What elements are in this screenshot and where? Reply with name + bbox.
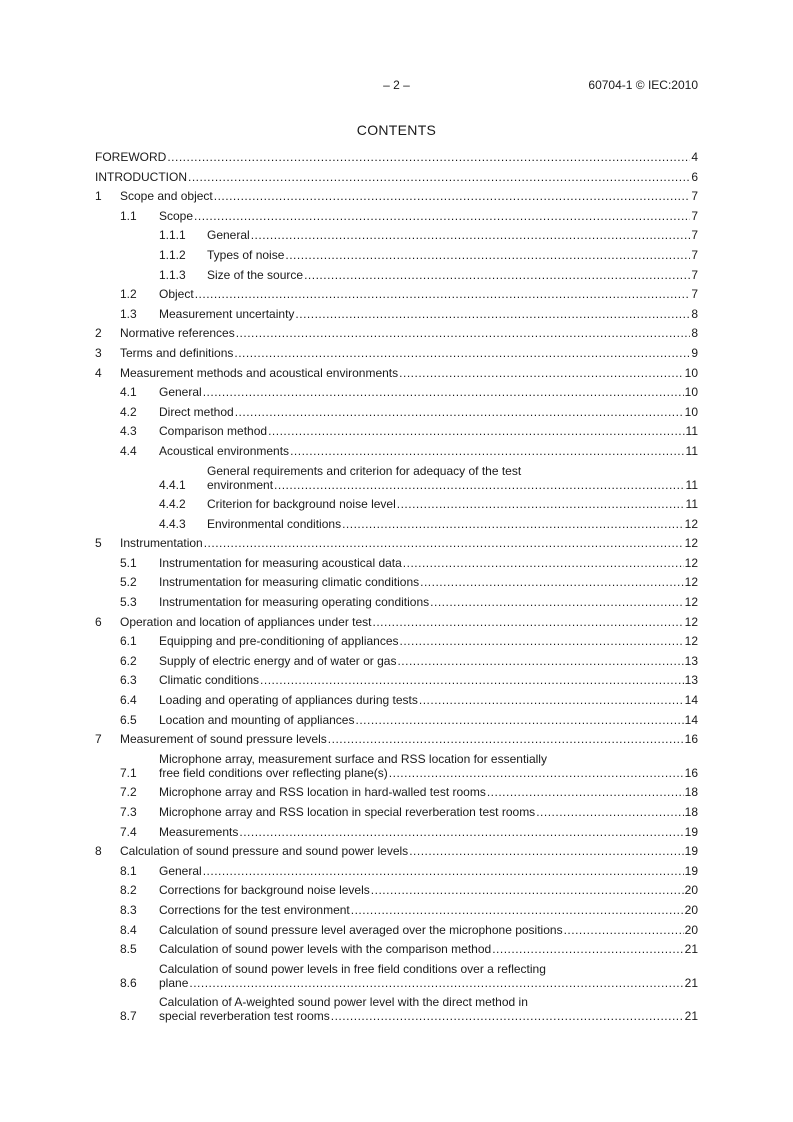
toc-entry[interactable] (95, 903, 698, 917)
toc-entry-number: 1.1.3 (159, 267, 186, 282)
toc-entry-title: Scope and object (120, 189, 213, 204)
toc-entry-title: Criterion for background noise level (207, 497, 396, 512)
toc-entry-page: 18 (684, 805, 698, 819)
toc-entry[interactable] (95, 556, 698, 570)
dot-leader (342, 517, 684, 531)
table-of-contents (95, 150, 698, 1029)
dot-leader (419, 693, 684, 707)
toc-entry-page: 19 (684, 863, 698, 878)
toc-entry-number: 7.1 (120, 765, 137, 780)
toc-entry-title: Instrumentation for measuring climatic conditions (159, 575, 420, 590)
toc-entry-number: 6.3 (120, 673, 137, 688)
toc-entry-number: 5 (95, 536, 102, 551)
toc-entry[interactable] (95, 268, 698, 282)
dot-leader (331, 1009, 684, 1023)
dot-leader (274, 478, 684, 492)
toc-entry-page: 10 (684, 365, 698, 380)
toc-entry[interactable] (95, 673, 698, 687)
dot-leader (397, 654, 683, 668)
toc-entry-page: 18 (684, 785, 698, 800)
toc-entry-number: 5.3 (120, 595, 137, 610)
toc-entry-page: 12 (684, 575, 698, 590)
toc-entry-title: Location and mounting of appliances (159, 712, 355, 727)
toc-entry-page: 19 (684, 844, 698, 859)
toc-entry-number: 4.1 (120, 385, 137, 400)
toc-entry-number: 8.5 (120, 942, 137, 957)
toc-entry[interactable] (95, 424, 698, 438)
toc-entry[interactable] (95, 464, 698, 492)
toc-entry-number: 4 (95, 365, 102, 380)
toc-entry-number: 4.4.2 (159, 497, 186, 512)
toc-entry-page: 4 (691, 150, 698, 164)
toc-entry-title: Loading and operating of appliances during tests (159, 693, 418, 708)
toc-entry-title: Calculation of sound power levels with the comparison method (159, 942, 492, 957)
toc-entry-number: 6.2 (120, 653, 137, 668)
toc-entry-page: 13 (684, 653, 698, 668)
toc-entry-title: Acoustical environments (159, 443, 290, 458)
toc-entry-title: Corrections for the test environment (159, 902, 350, 917)
dot-leader (251, 228, 691, 242)
dot-leader (290, 444, 684, 458)
toc-entry-page: 21 (684, 1009, 698, 1024)
toc-entry-title-continued: special reverberation test rooms (159, 1009, 330, 1024)
toc-entry-number: 1.1 (120, 208, 137, 223)
toc-entry[interactable] (95, 942, 698, 956)
toc-entry-title: Microphone array and RSS location in special reverberation test rooms (159, 805, 536, 819)
toc-entry-number: 6 (95, 614, 102, 629)
toc-entry-title: Calculation of sound pressure and sound power levels (120, 844, 409, 859)
dot-leader (487, 785, 684, 799)
toc-entry-page: 11 (685, 497, 698, 512)
toc-entry-title: Operation and location of appliances under test (120, 614, 372, 629)
toc-entry[interactable] (95, 693, 698, 707)
toc-entry-number: 5.2 (120, 575, 137, 590)
toc-entry-title: Size of the source (207, 267, 304, 282)
toc-entry-page: 20 (684, 883, 698, 898)
toc-entry-number: 7.2 (120, 785, 137, 800)
toc-entry[interactable] (95, 536, 698, 550)
toc-entry-number: 8.2 (120, 883, 137, 898)
toc-entry[interactable] (95, 883, 698, 897)
toc-entry[interactable] (95, 385, 698, 399)
toc-entry-number: 1.1.2 (159, 247, 186, 262)
toc-entry-title: Microphone array and RSS location in hard-walled test rooms (159, 785, 486, 800)
toc-entry-page: 13 (684, 673, 698, 688)
toc-entry-page: 10 (684, 404, 698, 419)
toc-entry-title-continued: free field conditions over reflecting plane(s) (159, 765, 388, 780)
dot-leader (409, 844, 683, 858)
toc-entry-title: Supply of electric energy and of water or gas (159, 653, 397, 668)
dot-leader (304, 268, 690, 282)
toc-entry-number: 7 (95, 732, 102, 747)
toc-entry-page: 12 (684, 595, 698, 610)
toc-entry-number: 1.3 (120, 306, 137, 321)
toc-entry-number: 1.2 (120, 287, 137, 302)
toc-entry[interactable] (95, 923, 698, 937)
page-number: – 2 – (383, 78, 410, 92)
dot-leader (536, 805, 683, 819)
toc-entry-page: 7 (691, 247, 698, 262)
toc-entry[interactable] (95, 189, 698, 203)
dot-leader (167, 150, 690, 164)
page-title: CONTENTS (356, 122, 437, 138)
toc-entry-page: 7 (691, 287, 698, 302)
toc-entry[interactable] (95, 864, 698, 878)
toc-entry-title: Instrumentation for measuring acoustical data (159, 555, 402, 570)
toc-entry-title: Environmental conditions (207, 516, 342, 531)
toc-entry-title: FOREWORD (95, 150, 167, 164)
toc-entry[interactable] (95, 228, 698, 242)
toc-entry-title: Microphone array, measurement surface and RSS location for essentially (159, 751, 547, 766)
toc-entry-page: 12 (684, 634, 698, 649)
toc-entry[interactable] (95, 307, 698, 321)
toc-entry[interactable] (95, 732, 698, 746)
toc-entry-title: Corrections for background noise levels (159, 883, 370, 898)
dot-leader (203, 385, 684, 399)
toc-entry-page: 10 (684, 385, 698, 400)
dot-leader (268, 424, 684, 438)
toc-entry-title: General (159, 863, 202, 878)
toc-entry[interactable] (95, 287, 698, 301)
dot-leader (235, 405, 684, 419)
dot-leader (188, 170, 690, 184)
toc-entry-title: Climatic conditions (159, 673, 260, 688)
toc-entry-title: General requirements and criterion for adequacy of the test (207, 463, 522, 478)
toc-entry-title: General (159, 385, 202, 400)
toc-entry-title: Measurements (159, 824, 239, 839)
toc-entry-title: Calculation of sound power levels in free field conditions over a reflecting (159, 961, 546, 976)
toc-entry-page: 11 (685, 443, 698, 458)
dot-leader (355, 713, 683, 727)
toc-entry[interactable] (95, 170, 698, 184)
toc-entry-page: 6 (691, 169, 698, 184)
toc-entry[interactable] (95, 713, 698, 727)
toc-entry-title: Measurement uncertainty (159, 306, 295, 321)
toc-entry-page: 8 (691, 326, 698, 341)
toc-entry-number: 3 (95, 345, 102, 360)
toc-entry-number: 2 (95, 326, 102, 341)
toc-entry-page: 12 (684, 555, 698, 570)
toc-entry-title: Normative references (120, 326, 235, 341)
toc-entry-title-continued: plane (159, 975, 189, 990)
toc-entry-number: 8.4 (120, 922, 137, 937)
toc-entry[interactable] (95, 634, 698, 648)
toc-entry[interactable] (95, 995, 698, 1023)
toc-entry-page: 8 (691, 306, 698, 321)
toc-entry-number: 8.6 (120, 975, 137, 990)
toc-entry-number: 4.4 (120, 443, 137, 458)
toc-entry-title: General (207, 228, 250, 243)
toc-entry-title: Calculation of sound pressure level averaged over the microphone positions (159, 922, 563, 937)
dot-leader (239, 825, 683, 839)
toc-entry-page: 11 (685, 477, 698, 492)
toc-entry-title: Types of noise (207, 247, 285, 262)
dot-leader (389, 766, 684, 780)
toc-entry[interactable] (95, 825, 698, 839)
toc-entry-number: 8.7 (120, 1009, 137, 1024)
toc-entry[interactable] (95, 595, 698, 609)
toc-entry-number: 4.4.3 (159, 516, 186, 531)
dot-leader (234, 346, 690, 360)
dot-leader (351, 903, 684, 917)
toc-entry[interactable] (95, 405, 698, 419)
document-id: 60704-1 © IEC:2010 (588, 78, 698, 92)
toc-entry-number: 8 (95, 844, 102, 859)
dot-leader (403, 556, 684, 570)
toc-entry-number: 7.3 (120, 805, 137, 819)
dot-leader (194, 209, 690, 223)
dot-leader (189, 976, 683, 990)
toc-entry[interactable] (95, 209, 698, 223)
toc-entry-title: Measurement of sound pressure levels (120, 732, 327, 747)
dot-leader (373, 615, 684, 629)
toc-entry-page: 14 (684, 693, 698, 708)
dot-leader (397, 497, 685, 511)
toc-entry-number: 6.1 (120, 634, 137, 649)
toc-entry-number: 4.3 (120, 424, 137, 439)
dot-leader (295, 307, 690, 321)
toc-entry-page: 20 (684, 922, 698, 937)
toc-entry-number: 6.4 (120, 693, 137, 708)
toc-entry[interactable] (95, 366, 698, 380)
toc-entry-number: 1.1.1 (159, 228, 186, 243)
toc-entry-page: 7 (691, 228, 698, 243)
toc-entry-number: 6.5 (120, 712, 137, 727)
toc-entry-page: 12 (684, 614, 698, 629)
toc-entry-title: Scope (159, 208, 194, 223)
toc-entry-title: Measurement methods and acoustical environments (120, 365, 399, 380)
toc-entry[interactable] (95, 575, 698, 589)
toc-entry[interactable] (95, 752, 698, 780)
toc-entry[interactable] (95, 785, 698, 799)
toc-entry-title: Terms and definitions (120, 345, 234, 360)
toc-entry[interactable] (95, 615, 698, 629)
toc-entry-title: Direct method (159, 404, 234, 419)
dot-leader (430, 595, 683, 609)
dot-leader (492, 942, 683, 956)
toc-entry[interactable] (95, 962, 698, 990)
toc-entry-number: 5.1 (120, 555, 137, 570)
dot-leader (399, 366, 683, 380)
toc-entry-page: 11 (685, 424, 698, 439)
toc-entry-number: 8.1 (120, 863, 137, 878)
dot-leader (420, 575, 684, 589)
toc-entry[interactable] (95, 844, 698, 858)
toc-entry[interactable] (95, 248, 698, 262)
toc-entry-page: 7 (691, 189, 698, 204)
toc-entry[interactable] (95, 517, 698, 531)
toc-entry-page: 7 (691, 208, 698, 223)
toc-entry-title: Object (159, 287, 194, 302)
dot-leader (564, 923, 684, 937)
dot-leader (285, 248, 690, 262)
toc-entry[interactable] (95, 805, 698, 819)
toc-entry-page: 21 (684, 975, 698, 990)
dot-leader (214, 189, 691, 203)
toc-entry-title: Comparison method (159, 424, 268, 439)
toc-entry-page: 20 (684, 902, 698, 917)
toc-entry-page: 9 (691, 345, 698, 360)
toc-entry-number: 8.3 (120, 902, 137, 917)
toc-entry-number: 1 (95, 189, 102, 204)
toc-entry-title: Calculation of A-weighted sound power level with the direct method in (159, 995, 528, 1010)
toc-entry-page: 7 (691, 267, 698, 282)
toc-entry-page: 16 (684, 732, 698, 747)
toc-entry-page: 19 (684, 824, 698, 839)
toc-entry-title: Instrumentation for measuring operating conditions (159, 595, 430, 610)
toc-entry-number: 4.2 (120, 404, 137, 419)
toc-entry-page: 21 (684, 942, 698, 957)
toc-entry[interactable] (95, 326, 698, 340)
toc-entry-number: 7.4 (120, 824, 137, 839)
toc-entry-title: INTRODUCTION (95, 169, 187, 184)
dot-leader (204, 536, 684, 550)
toc-entry[interactable] (95, 346, 698, 360)
toc-entry-page: 14 (684, 712, 698, 727)
dot-leader (371, 883, 684, 897)
toc-entry-page: 16 (684, 765, 698, 780)
dot-leader (203, 864, 684, 878)
toc-entry-page: 12 (684, 536, 698, 551)
toc-entry[interactable] (95, 497, 698, 511)
toc-entry-title: Equipping and pre-conditioning of appliances (159, 634, 399, 649)
toc-entry[interactable] (95, 150, 698, 164)
toc-entry[interactable] (95, 654, 698, 668)
dot-leader (328, 732, 684, 746)
toc-entry-title-continued: environment (207, 477, 274, 492)
dot-leader (400, 634, 684, 648)
dot-leader (260, 673, 684, 687)
toc-entry-page: 12 (684, 516, 698, 531)
dot-leader (195, 287, 691, 301)
toc-entry-title: Instrumentation (120, 536, 203, 551)
toc-entry-number: 4.4.1 (159, 477, 186, 492)
dot-leader (236, 326, 691, 340)
toc-entry[interactable] (95, 444, 698, 458)
